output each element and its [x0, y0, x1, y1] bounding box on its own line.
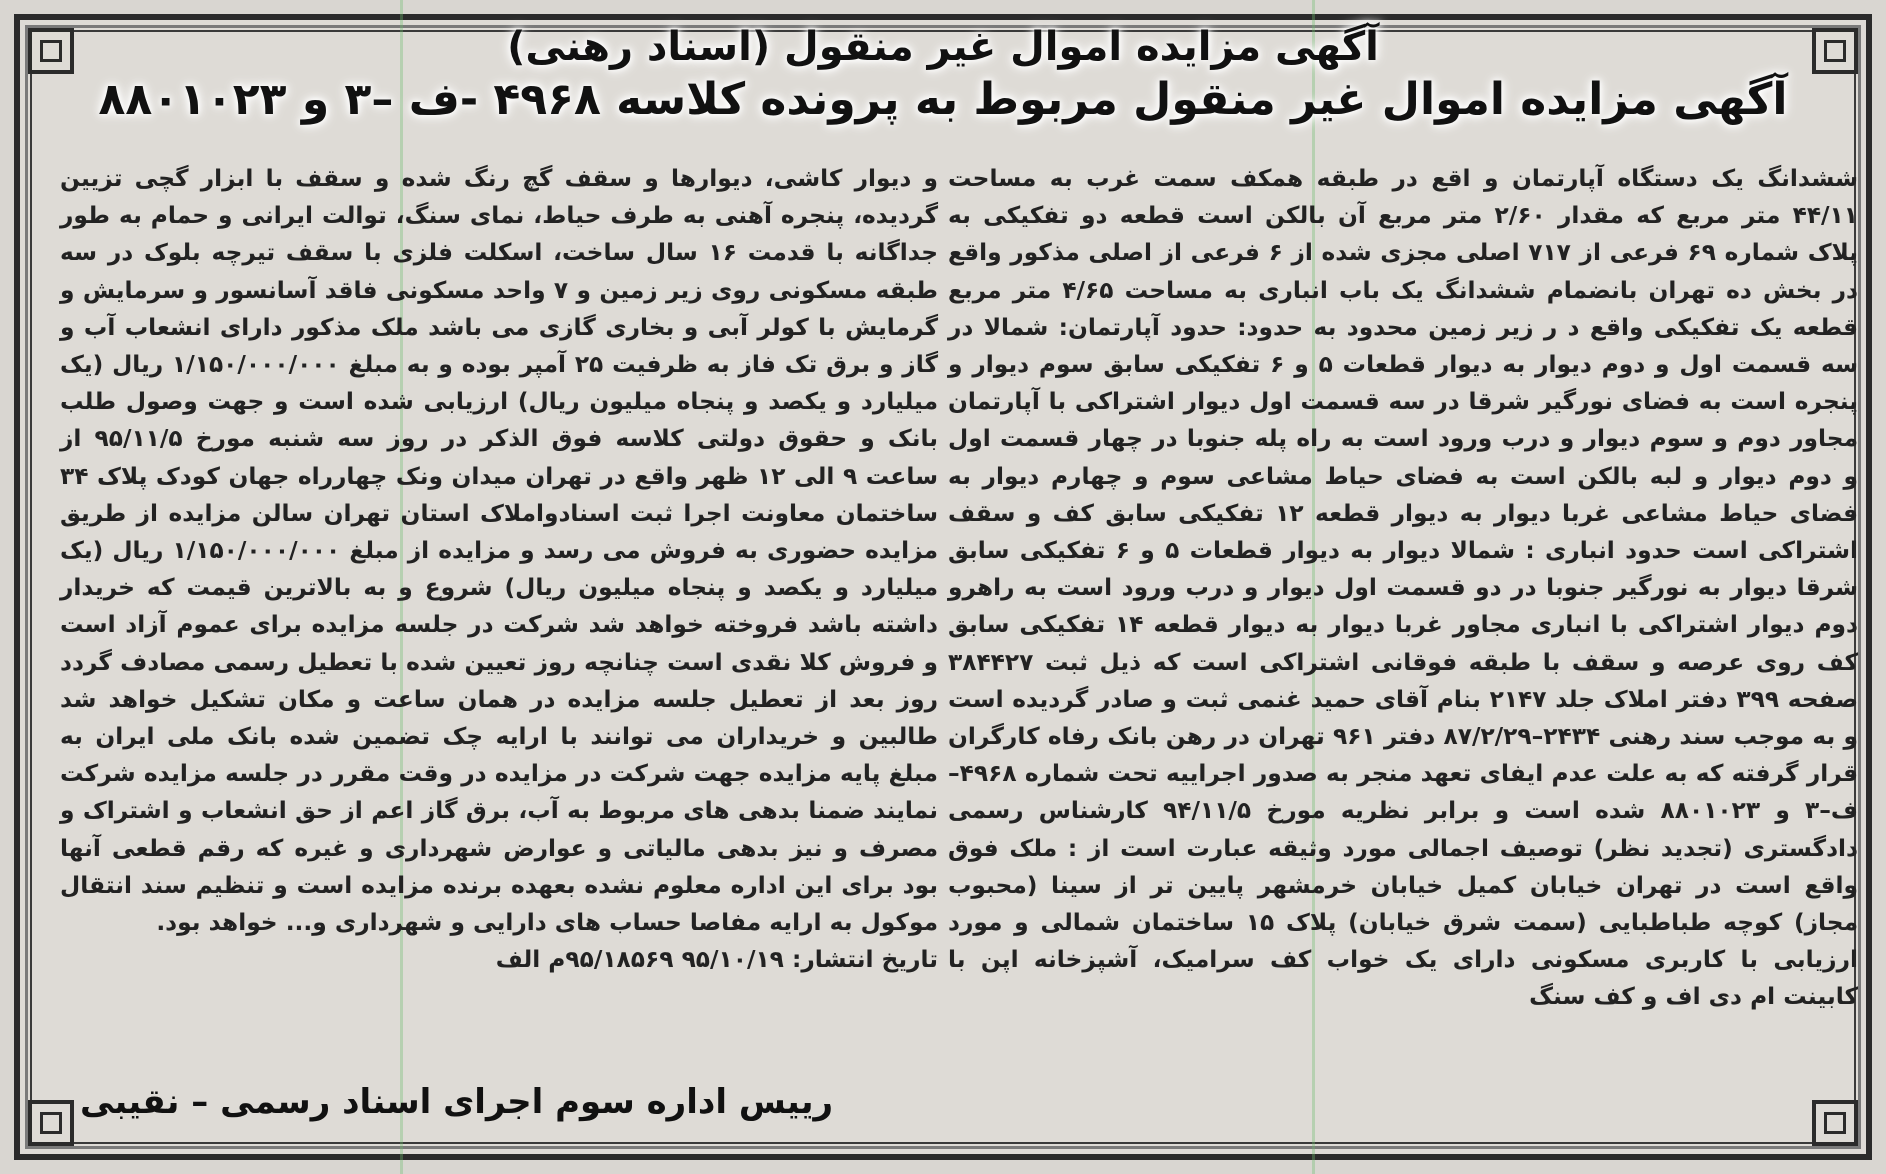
ad-subtitle: آگهی مزایده اموال غیر منقول مربوط به پرونده کلاسه ۴۹۶۸ -ف –۳ و ۸۸۰۱۰۲۳	[98, 74, 1788, 125]
ad-title: آگهی مزایده اموال غیر منقول (اسناد رهنی)	[507, 24, 1379, 70]
left-column-text: و دیوار کاشی، دیوارها و سقف گچ رنگ شده و سقف با ابزار گچی تزیین گردیده، پنجره آهنی به طرف حیاط، نمای سنگ، توالت ایرانی و حمام به طور جداگانه با قدمت ۱۶ سال ساخت، اسکلت فلزی با سقف تیرچه بلوک در سه طبقه مسکونی روی زیر زمین و ۷ واحد مسکونی فاقد آسانسور و سرمایش و گرمایش با کولر آبی و بخاری گازی می باشد ملک مذکور دارای انشعاب آب و گاز و برق تک فاز به ظرفیت ۲۵ آمپر بوده و به مبلغ ۱/۱۵۰/۰۰۰/۰۰۰ ریال (یک میلیارد و یکصد و پنجاه میلیون ریال) ارزیابی شده است و جهت وصول طلب بانک و حقوق دولتی کلاسه فوق الذکر در روز سه شنبه مورخ ۹۵/۱۱/۵ از ساعت ۹ الی ۱۲ ظهر واقع در تهران میدان ونک چهارراه جهان کودک پلاک ۳۴ ساختمان معاونت اجرا ثبت اسنادواملاک استان تهران سالن مزایده از طریق مزایده حضوری به فروش می رسد و مزایده از مبلغ ۱/۱۵۰/۰۰۰/۰۰۰ ریال (یک میلیارد و یکصد و پنجاه میلیون ریال) شروع و به بالاترین قیمت که خریدار داشته باشد فروخته خواهد شد شرکت در جلسه مزایده برای عموم آزاد است و فروش کلا نقدی است چنانچه روز تعیین شده با تعطیل رسمی مصادف گردد روز بعد از تعطیل جلسه مزایده در همان ساعت و مکان تشکیل خواهد شد طالبین و خریداران می توانند با ارایه چک تضمین شده بانک ملی ایران به مبلغ پایه مزایده جهت شرکت در مزایده در وقت مقرر در جلسه مزایده شرکت نمایند ضمنا بدهی های مربوط به آب، برق گاز اعم از حق انشعاب و اشتراک و مصرف و نیز بدهی مالیاتی و عوارض شهرداری و غیره که رقم قطعی آنها بود برای این اداره معلوم نشده بعهده برنده مزایده است و تنظیم سند انتقال موکول به ارایه مفاصا حساب های دارایی و شهرداری و... خواهد بود.	[60, 165, 939, 937]
right-column	[948, 160, 1858, 1016]
publish-date-line: تاریخ انتشار: ۹۵/۱۰/۱۹ ۹۵/۱۸۵۶۹م الف	[495, 946, 938, 974]
corner-ornament	[1812, 28, 1858, 74]
right-column-text: ششدانگ یک دستگاه آپارتمان و اقع در طبقه همکف سمت غرب به مساحت ۴۴/۱۱ متر مربع که مقدار ۲/۶۰ متر مربع آن بالکن است قطعه دو تفکیکی به پلاک شماره ۶۹ فرعی از ۷۱۷ اصلی مجزی شده از ۶ فرعی از اصلی مذکور واقع در بخش ده تهران بانضمام ششدانگ یک باب انباری به مساحت ۴/۶۵ متر مربع قطعه یک تفکیکی واقع د ر زیر زمین محدود به حدود: حدود آپارتمان: شمالا در سه قسمت اول و دوم دیوار به دیوار قطعات ۵ و ۶ تفکیکی سابق سوم دیوار و پنجره است به فضای نورگیر شرقا در سه قسمت اول دیوار اشتراکی با آپارتمان مجاور دوم و سوم دیوار و درب ورود است به راه پله جنوبا در چهار قسمت اول و دوم دیوار و لبه بالکن است به فضای حیاط مشاعی سوم و چهارم دیوار به فضای حیاط مشاعی غربا دیوار به دیوار قطعه ۱۲ تفکیکی سابق کف و سقف اشتراکی است حدود انباری : شمالا دیوار به دیوار قطعات ۵ و ۶ تفکیکی سابق شرقا دیوار به نورگیر جنوبا در دو قسمت اول دیوار و درب ورود است به راهرو دوم دیوار اشتراکی با انباری مجاور غربا دیوار به دیوار قطعه ۱۴ تفکیکی سابق کف روی عرصه و سقف با طبقه فوقانی اشتراکی است که ذیل ثبت ۳۸۴۴۲۷ صفحه ۳۹۹ دفتر املاک جلد ۲۱۴۷ بنام آقای حمید غنمی ثبت و صادر گردیده است و به موجب سند رهنی ۲۴۳۴–۸۷/۲/۲۹ دفتر ۹۶۱ تهران در رهن بانک رفاه کارگران قرار گرفته که به علت عدم ایفای تعهد منجر به صدور اجراییه تحت شماره ۴۹۶۸–ف–۳ و ۸۸۰۱۰۲۳ شده است و برابر نظریه مورخ ۹۴/۱۱/۵ کارشناس رسمی دادگستری (تجدید نظر) توصیف اجمالی مورد وثیقه عبارت است از : ملک فوق واقع است در تهران خیابان کمیل خیابان خرمشهر پایین تر از سینا (محبوب مجاز) کوچه طباطبایی (سمت شرق خیابان) پلاک ۱۵ ساختمان شمالی و مورد ارزیابی با کاربری مسکونی دارای یک خواب کف سرامیک، آشپزخانه اپن با کابینت ام دی اف و کف سنگ	[948, 165, 1859, 1011]
ad-header	[80, 22, 1806, 127]
corner-ornament	[28, 28, 74, 74]
left-column	[60, 160, 938, 978]
signature-line: رییس اداره سوم اجرای اسناد رسمی – نقیبی	[80, 1082, 834, 1122]
ad-body	[60, 160, 1858, 1140]
